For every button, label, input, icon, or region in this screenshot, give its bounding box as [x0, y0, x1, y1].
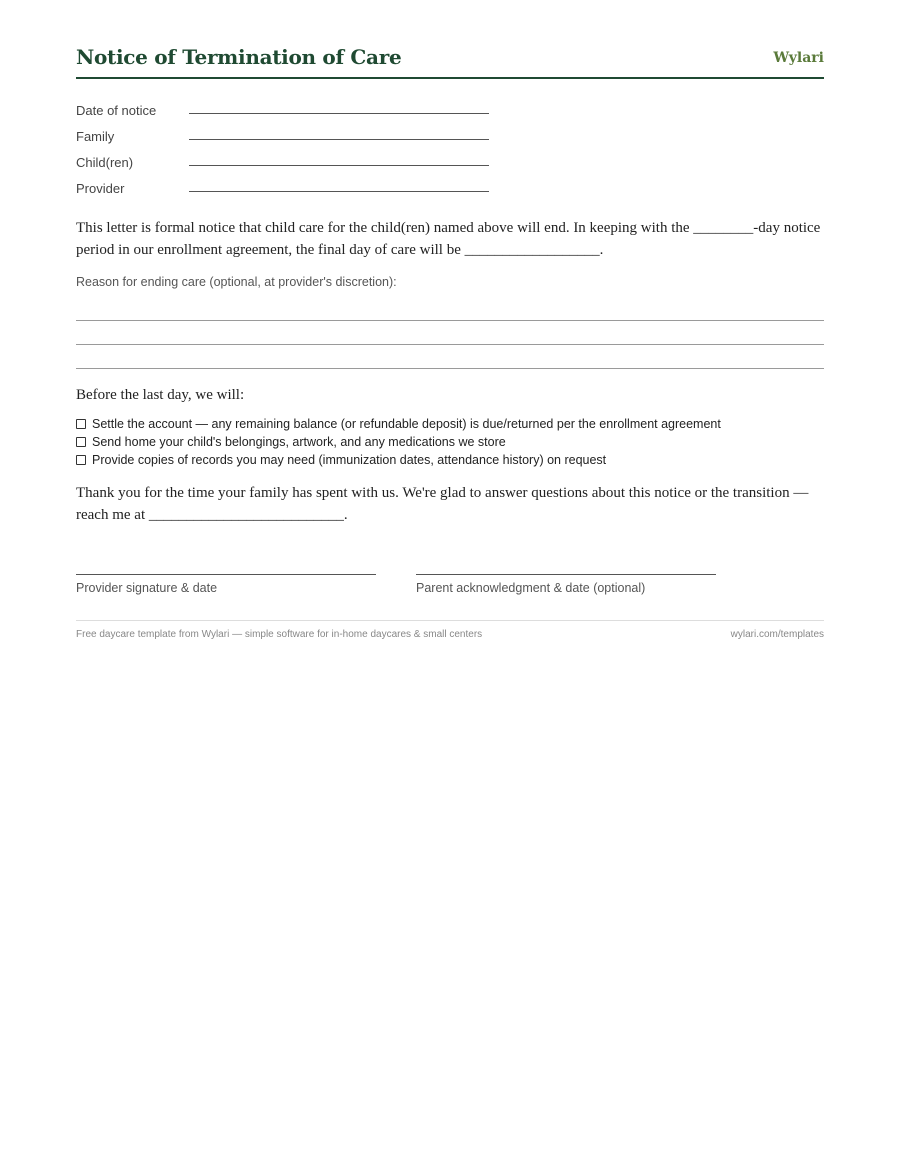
footer-credit: Free daycare template from Wylari — simple software for in-home daycares & small centers: [76, 629, 483, 640]
checklist-item: [76, 415, 824, 433]
checkbox-icon[interactable]: [76, 437, 86, 447]
reason-line[interactable]: [76, 345, 824, 369]
reason-label: Reason for ending care (optional, at provider's discretion):: [76, 275, 397, 289]
field-date-of-notice: [76, 94, 824, 120]
field-label: Date of notice: [76, 103, 157, 118]
reason-writing-lines[interactable]: [76, 297, 824, 369]
reason-line[interactable]: [76, 297, 824, 321]
header-fields: [76, 94, 824, 198]
signature-block: [76, 564, 824, 596]
page-footer: [76, 620, 824, 641]
family-blank[interactable]: [189, 125, 489, 140]
field-children: [76, 146, 824, 172]
reason-line[interactable]: [76, 321, 824, 345]
field-label: Family: [76, 129, 115, 144]
provider-signature-label: Provider signature & date: [76, 581, 218, 595]
footer-url: wylari.com/templates: [730, 629, 824, 640]
document-header: [76, 44, 824, 79]
provider-signature-line[interactable]: [76, 564, 376, 575]
provider-signature: [76, 564, 376, 596]
children-blank[interactable]: [189, 151, 489, 166]
checklist-item-label: Settle the account — any remaining balance (or refundable deposit) is due/returned per the enrollment agreement: [92, 417, 721, 431]
brand-logo-text: Wylari: [773, 50, 824, 66]
before-last-day-heading: Before the last day, we will:: [76, 387, 245, 403]
checkbox-icon[interactable]: [76, 419, 86, 429]
parent-signature-label: Parent acknowledgment & date (optional): [416, 581, 646, 595]
field-provider: [76, 172, 824, 198]
checkbox-icon[interactable]: [76, 455, 86, 465]
parent-signature: [416, 564, 716, 596]
field-label: Child(ren): [76, 155, 134, 170]
document-page: [76, 44, 824, 641]
checklist-item: [76, 451, 824, 469]
checklist-item-label: Provide copies of records you may need (immunization dates, attendance history) on request: [92, 453, 607, 467]
checklist: [76, 415, 824, 469]
page-title: Notice of Termination of Care: [76, 45, 402, 69]
parent-signature-line[interactable]: [416, 564, 716, 575]
field-label: Provider: [76, 181, 125, 196]
field-family: [76, 120, 824, 146]
checklist-item-label: Send home your child's belongings, artwork, and any medications we store: [92, 435, 506, 449]
provider-blank[interactable]: [189, 177, 489, 192]
notice-paragraph: This letter is formal notice that child care for the child(ren) named above will end. In keeping with the ________-day notice period in our enrollment agreement, the final day of care will be __________________.: [76, 220, 821, 258]
checklist-item: [76, 433, 824, 451]
date-of-notice-blank[interactable]: [189, 99, 489, 114]
closing-paragraph: Thank you for the time your family has spent with us. We're glad to answer questions about this notice or the transition — reach me at __________________________.: [76, 485, 809, 523]
